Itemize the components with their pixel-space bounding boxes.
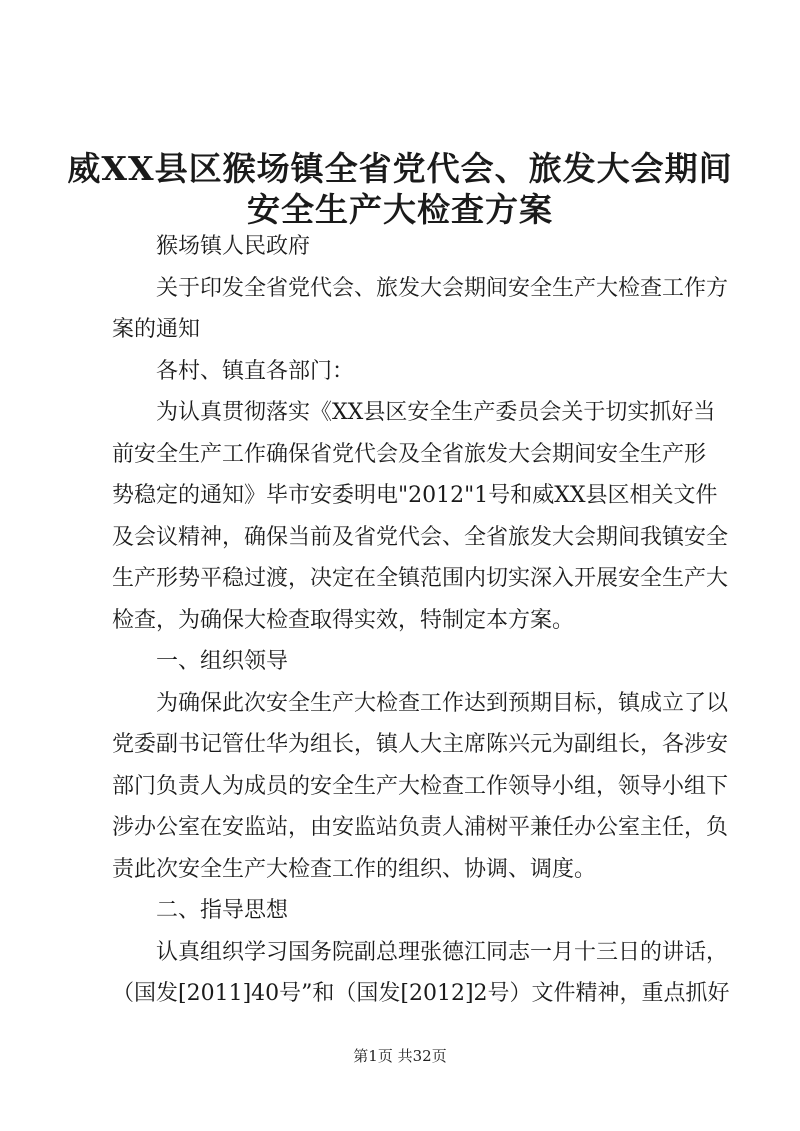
body-line: 责此次安全生产大检查工作的组织、协调、调度。 <box>112 856 597 882</box>
body-line: 为确保此次安全生产大检查工作达到预期目标，镇成立了以 <box>156 690 729 716</box>
body-line: 案的通知 <box>112 317 201 342</box>
body-line: 为认真贯彻落实《XX县区安全生产委员会关于切实抓好当 <box>156 400 716 425</box>
document-body <box>112 226 730 1015</box>
body-line: 一、组织领导 <box>156 649 289 674</box>
body-line: 部门负责人为成员的安全生产大检查工作领导小组，领导小组下 <box>112 773 729 799</box>
body-line: （国发[2011]40号”和（国发[2012]2号）文件精神，重点抓好 <box>112 981 730 1006</box>
page-footer: 第1页 共32页 <box>353 1047 447 1065</box>
body-line: 涉办公室在安监站，由安监站负责人浦树平兼任办公室主任，负 <box>112 815 729 840</box>
document-title-line-1: 威XX县区猴场镇全省党代会、旅发大会期间 <box>67 149 733 188</box>
body-line: 生产形势平稳过渡，决定在全镇范围内切实深入开展安全生产大 <box>112 566 729 591</box>
document-title-line-2: 安全生产大检查方案 <box>247 190 553 229</box>
body-line: 二、指导思想 <box>156 898 289 923</box>
body-line: 各村、镇直各部门： <box>156 358 355 384</box>
body-line: 关于印发全省党代会、旅发大会期间安全生产大检查工作方 <box>156 275 729 301</box>
body-line: 认真组织学习国务院副总理张德江同志一月十三日的讲话， <box>156 939 729 965</box>
body-line: 前安全生产工作确保省党代会及全省旅发大会期间安全生产形 <box>112 441 707 467</box>
body-line: 及会议精神，确保当前及省党代会、全省旅发大会期间我镇安全 <box>112 524 729 550</box>
body-line: 猴场镇人民政府 <box>156 234 311 259</box>
body-line: 党委副书记管仕华为组长，镇人大主席陈兴元为副组长，各涉安 <box>112 732 729 757</box>
body-line: 检查，为确保大检查取得实效，特制定本方案。 <box>112 607 575 633</box>
body-line: 势稳定的通知》毕市安委明电"2012"1号和威XX县区相关文件 <box>112 483 718 508</box>
